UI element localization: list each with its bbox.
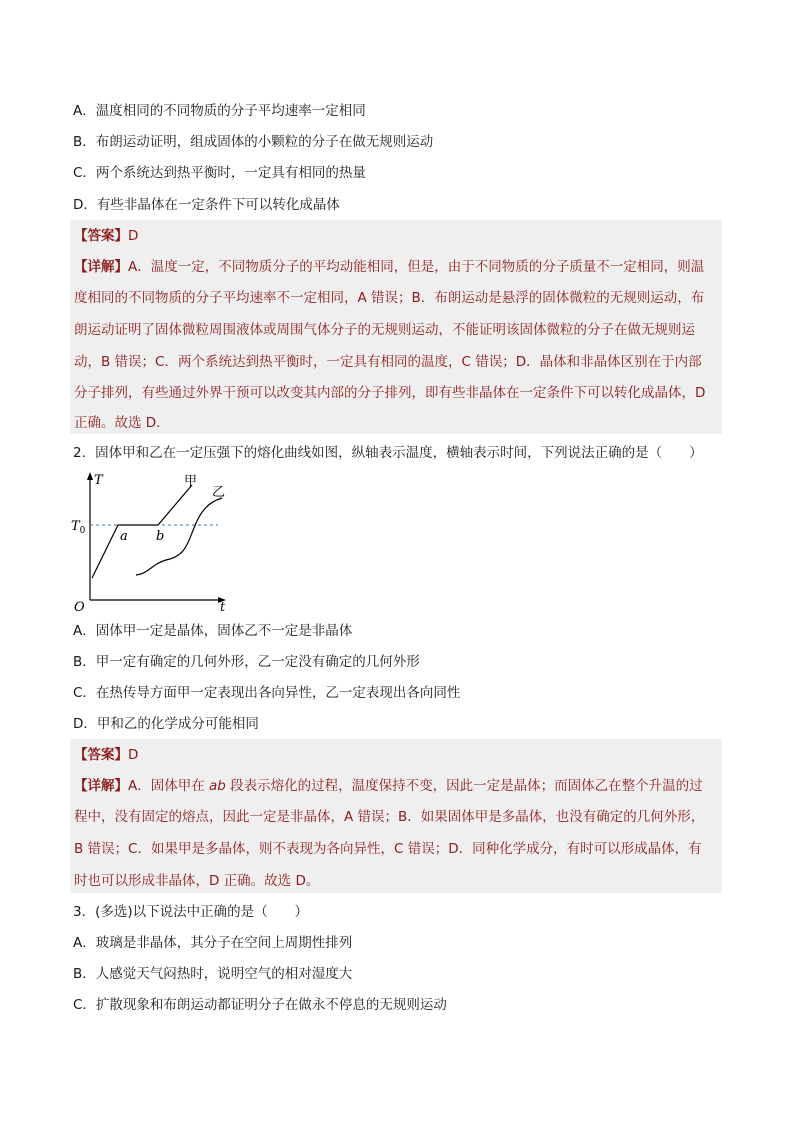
q1-answer-box bbox=[70, 220, 722, 434]
q1-option-d: D．有些非晶体在一定条件下可以转化成晶体 bbox=[73, 197, 340, 213]
answer-value: D bbox=[128, 228, 139, 244]
x-axis-label: t bbox=[220, 600, 226, 615]
detail-text: 段表示熔化的过程，温度保持不变，因此一定是晶体；而固体乙在整个升温的过 bbox=[225, 778, 703, 794]
detail-text: A．温度一定，不同物质分子的平均动能相同，但是，由于不同物质的分子质量不一定相同，则温 bbox=[128, 259, 705, 275]
q2-option-d: D．甲和乙的化学成分可能相同 bbox=[73, 716, 259, 732]
y-axis-arrow bbox=[87, 472, 93, 480]
q2-detail-line-3: B 错误；C．如果甲是多晶体，则不表现为各向异性，C 错误；D．同种化学成分，有时可以形成晶体，有 bbox=[74, 841, 702, 857]
answer-tag: 【答案】 bbox=[74, 747, 128, 763]
q2-detail-line-2: 程中，没有固定的熔点，因此一定是非晶体，A 错误；B．如果固体甲是多晶体，也没有确定的几何外形， bbox=[74, 809, 705, 825]
q1-detail-line-1 bbox=[74, 258, 704, 276]
q1-answer bbox=[74, 227, 138, 245]
q2-answer bbox=[74, 746, 138, 764]
answer-tag: 【答案】 bbox=[74, 228, 128, 244]
q1-detail-line-3: 朗运动证明了固体微粒周围液体或周围气体分子的无规则运动，不能证明该固体微粒的分子在做无规则运 bbox=[74, 322, 695, 338]
q2-answer-box bbox=[70, 739, 722, 893]
origin-label: O bbox=[74, 600, 85, 615]
q3-option-c: C．扩散现象和布朗运动都证明分子在做永不停息的无规则运动 bbox=[73, 997, 447, 1013]
q3-stem: 3．(多选)以下说法中正确的是（ ） bbox=[73, 904, 309, 920]
q2-option-b: B．甲一定有确定的几何外形，乙一定没有确定的几何外形 bbox=[73, 654, 420, 670]
q1-detail-line-2: 度相同的不同物质的分子平均速率不一定相同，A 错误；B．布朗运动是悬浮的固体微粒的无规则运动，布 bbox=[74, 290, 705, 306]
q1-detail-line-6: 正确。故选 D. bbox=[74, 415, 161, 431]
point-a-label: a bbox=[120, 529, 128, 544]
t0-label: $T_0$ bbox=[71, 519, 86, 536]
q2-option-a: A．固体甲一定是晶体，固体乙不一定是非晶体 bbox=[73, 623, 353, 639]
detail-text: A．固体甲在 bbox=[128, 778, 210, 794]
q2-detail-line-1 bbox=[74, 777, 703, 795]
q2-detail-line-4: 时也可以形成非晶体，D 正确。故选 D。 bbox=[74, 873, 320, 889]
q3-option-b: B．人感觉天气闷热时，说明空气的相对湿度大 bbox=[73, 966, 353, 982]
q1-detail-line-4: 动，B 错误；C．两个系统达到热平衡时，一定具有相同的温度，C 错误；D．晶体和非晶体区别在于内部 bbox=[74, 354, 702, 370]
q2-stem: 2．固体甲和乙在一定压强下的熔化曲线如图，纵轴表示温度，横轴表示时间，下列说法正确的是（ ） bbox=[73, 445, 703, 461]
point-b-label: b bbox=[156, 529, 165, 544]
y-axis-label: T bbox=[94, 473, 103, 488]
q1-option-c: C．两个系统达到热平衡时，一定具有相同的热量 bbox=[73, 165, 366, 181]
q3-option-a: A．玻璃是非晶体，其分子在空间上周期性排列 bbox=[73, 935, 353, 951]
q1-detail-line-5: 分子排列，有些通过外界干预可以改变其内部的分子排列，即有些非晶体在一定条件下可以转化成晶体，D bbox=[74, 385, 706, 401]
curve-jia-label: 甲 bbox=[184, 474, 198, 489]
q1-option-b: B．布朗运动证明，组成固体的小颗粒的分子在做无规则运动 bbox=[73, 134, 434, 150]
curve-yi-label: 乙 bbox=[212, 485, 226, 500]
detail-ab: ab bbox=[209, 778, 226, 794]
q2-option-c: C．在热传导方面甲一定表现出各向异性，乙一定表现出各向同性 bbox=[73, 685, 461, 701]
detail-tag: 【详解】 bbox=[74, 259, 128, 275]
curve-yi bbox=[136, 498, 222, 575]
answer-value: D bbox=[128, 747, 139, 763]
q1-option-a: A．温度相同的不同物质的分子平均速率一定相同 bbox=[73, 103, 366, 119]
curve-jia bbox=[92, 485, 192, 578]
q2-melting-curve-figure bbox=[70, 468, 240, 616]
detail-tag: 【详解】 bbox=[74, 778, 128, 794]
